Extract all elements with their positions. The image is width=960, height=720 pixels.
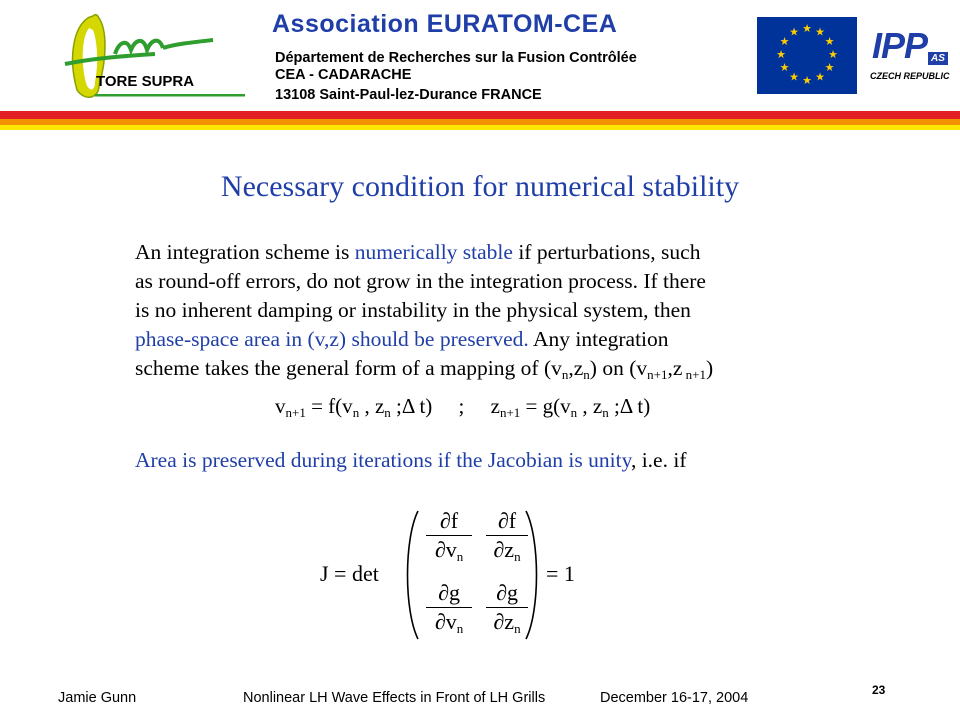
tore-supra-logo <box>55 6 255 106</box>
text-run: if perturbations, such <box>512 240 701 264</box>
partial-g-zn <box>486 579 528 643</box>
eq-subscript: n <box>352 405 360 420</box>
var-z: z <box>504 537 515 562</box>
subscript-n: n <box>456 621 464 636</box>
svg-text:★: ★ <box>776 48 786 61</box>
slide-title: Necessary condition for numerical stability <box>220 170 740 203</box>
paragraph-line-2: as round-off errors, do not grow in the integration process. If there <box>135 269 706 293</box>
var-v: v <box>445 609 457 634</box>
eq-subscript: n <box>570 405 578 420</box>
eq-subscript: n <box>384 405 391 420</box>
subscript: n+1 <box>647 367 668 382</box>
eq-subscript: n <box>602 405 609 420</box>
var-v: v <box>445 537 457 562</box>
var-g: g <box>448 580 460 605</box>
footer-talk-title: Nonlinear LH Wave Effects in Front of LH Grills <box>243 690 546 706</box>
subscript: n <box>583 367 590 382</box>
text-run: ) on (v <box>589 356 648 380</box>
subscript: n <box>561 367 569 382</box>
header-department: Département de Recherches sur la Fusion Contrôlée <box>275 50 637 66</box>
svg-text:★: ★ <box>802 22 812 35</box>
paragraph-area <box>135 448 686 473</box>
paragraph-line-5 <box>135 354 855 389</box>
ipp-logo-text: IPP <box>872 25 928 66</box>
header-title: Association EURATOM-CEA <box>272 10 618 38</box>
text-run: ) <box>705 356 714 380</box>
subscript-n: n <box>514 549 521 564</box>
var-f: f <box>508 508 517 533</box>
svg-text:★: ★ <box>789 25 799 39</box>
svg-text:★: ★ <box>824 35 835 48</box>
footer-author: Jamie Gunn <box>58 690 137 706</box>
ipp-country: CZECH REPUBLIC <box>870 71 950 81</box>
eq-part: , z <box>359 394 385 418</box>
partial-symbol: ∂ <box>434 537 446 562</box>
paragraph-line-1 <box>135 238 855 267</box>
partial-symbol: ∂ <box>493 609 505 634</box>
var-z: z <box>504 609 515 634</box>
ipp-logo <box>866 26 952 88</box>
text-run: scheme takes the general form of a mapping of (v <box>135 356 562 380</box>
eq-part: ;Δ t) <box>608 394 651 418</box>
paragraph-line-4 <box>135 325 855 354</box>
partial-symbol: ∂ <box>496 580 507 605</box>
highlight-phase-space: phase-space area in (v,z) should be preserved. <box>135 327 529 351</box>
partial-f-vn <box>426 507 472 571</box>
var-f: f <box>450 508 459 533</box>
page-number: 23 <box>872 683 886 697</box>
partial-symbol: ∂ <box>497 508 509 533</box>
highlight-numerically-stable: numerically stable <box>354 240 513 264</box>
highlight-area-preserved: Area is preserved during iterations if the Jacobian is unity <box>135 448 631 472</box>
svg-text:★: ★ <box>779 35 790 48</box>
partial-g-vn <box>426 579 472 643</box>
partial-symbol: ∂ <box>439 508 451 533</box>
svg-text:★: ★ <box>828 48 838 61</box>
header-stripe-red <box>0 111 960 119</box>
jacobian-equation <box>300 505 600 645</box>
svg-text:★: ★ <box>815 70 825 84</box>
eu-stars-icon <box>757 17 857 94</box>
eq-part: v <box>275 394 286 418</box>
eq-part: ;Δ t) ; z <box>390 394 500 418</box>
subscript-n: n <box>514 621 521 636</box>
logo-text: TORE SUPRA <box>96 73 195 90</box>
header-stripe-yellow <box>0 125 960 130</box>
partial-f-zn <box>486 507 528 571</box>
eq-part: = f(v <box>305 394 353 418</box>
header-site: CEA - CADARACHE <box>275 67 412 83</box>
subscript: n+1 <box>682 367 706 382</box>
left-paren-icon <box>402 509 422 641</box>
text-run: ,z <box>667 356 683 380</box>
subscript-n: n <box>456 549 464 564</box>
eq-part: = g(v <box>520 394 571 418</box>
eq-subscript: n+1 <box>499 405 521 420</box>
ipp-as-badge: AS <box>928 52 948 65</box>
partial-symbol: ∂ <box>493 537 505 562</box>
text-run: ,z <box>568 356 584 380</box>
footer-date: December 16-17, 2004 <box>600 690 749 706</box>
partial-symbol: ∂ <box>438 580 449 605</box>
partial-symbol: ∂ <box>434 609 446 634</box>
text-run: An integration scheme is <box>135 240 355 264</box>
svg-text:★: ★ <box>815 25 825 39</box>
svg-text:★: ★ <box>789 70 799 84</box>
paragraph-stability <box>135 238 855 389</box>
text-run: , i.e. if <box>630 448 687 472</box>
eu-flag <box>757 17 857 99</box>
svg-text:★: ★ <box>802 74 812 87</box>
paragraph-line-3: is no inherent damping or instability in the physical system, then <box>135 298 691 322</box>
jacobian-lhs: J = det <box>320 561 379 586</box>
eq-part: , z <box>577 394 603 418</box>
eq-subscript: n+1 <box>285 405 306 420</box>
mapping-equation <box>275 394 650 421</box>
tore-supra-swoosh-icon <box>55 6 255 106</box>
var-g: g <box>506 580 518 605</box>
svg-text:★: ★ <box>779 61 790 74</box>
jacobian-rhs: = 1 <box>546 561 575 586</box>
svg-text:★: ★ <box>824 61 835 74</box>
header-address: 13108 Saint-Paul-lez-Durance FRANCE <box>275 87 542 103</box>
text-run: Any integration <box>528 327 669 351</box>
